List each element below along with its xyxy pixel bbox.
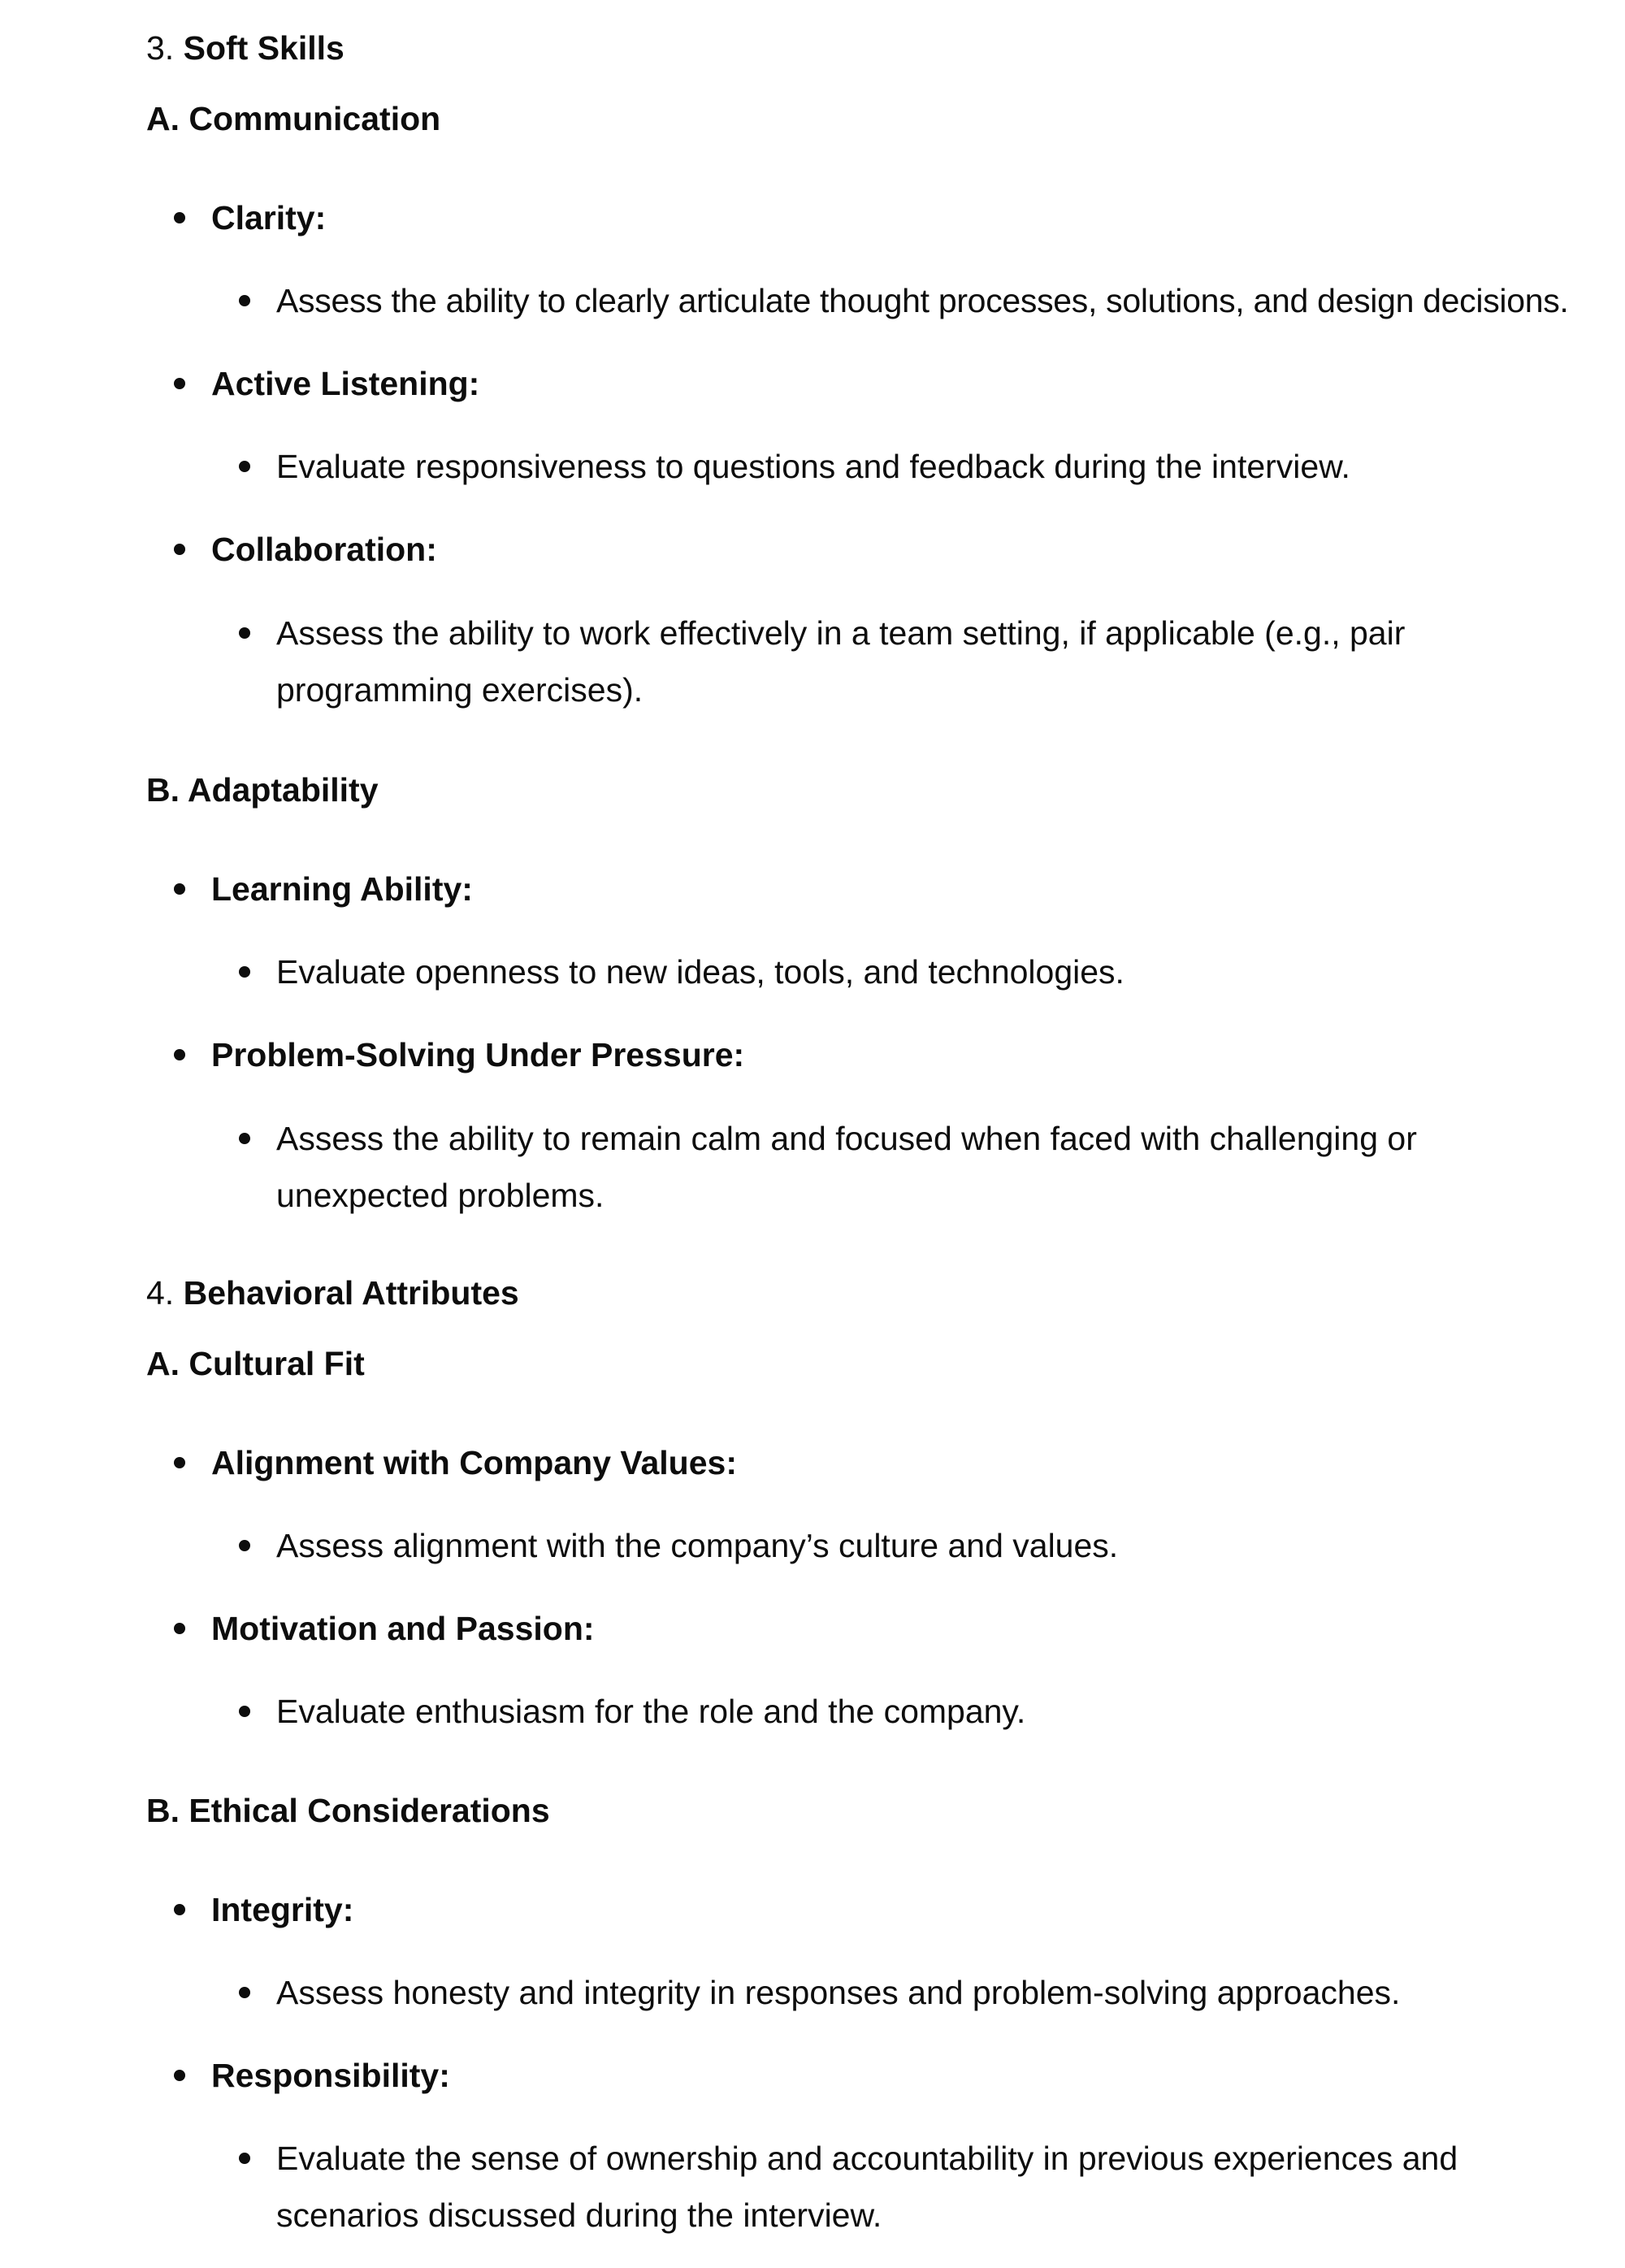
bullet-icon bbox=[239, 1987, 250, 1998]
item-detail: Evaluate responsiveness to questions and feedback during the interview. bbox=[276, 448, 1350, 485]
section-number: 3. bbox=[146, 29, 175, 67]
list-item bbox=[211, 1881, 353, 1938]
bullet-icon bbox=[239, 966, 250, 978]
list-item bbox=[211, 355, 479, 412]
item-label: Active Listening: bbox=[211, 365, 480, 402]
item-detail: Assess the ability to clearly articulate thought processes, solutions, and design decisions. bbox=[276, 282, 1569, 319]
subsection-heading: B. Ethical Considerations bbox=[146, 1792, 550, 1829]
bullet-icon bbox=[239, 2153, 250, 2164]
item-detail: Assess the ability to remain calm and focused when faced with challenging or unexpected problems. bbox=[276, 1120, 1417, 1214]
list-item-detail bbox=[276, 2130, 1495, 2244]
item-label: Responsibility: bbox=[211, 2057, 450, 2094]
item-detail: Evaluate openness to new ideas, tools, and technologies. bbox=[276, 953, 1124, 991]
bullet-icon bbox=[239, 295, 250, 306]
item-label: Problem-Solving Under Pressure: bbox=[211, 1036, 745, 1073]
list-item-detail bbox=[276, 1517, 1609, 1574]
bullet-icon bbox=[239, 461, 250, 472]
subsection-heading: A. Cultural Fit bbox=[146, 1345, 365, 1382]
bullet-icon bbox=[174, 2070, 185, 2081]
bullet-icon bbox=[174, 1623, 185, 1634]
list-item-detail bbox=[276, 438, 1609, 495]
list-item bbox=[211, 861, 473, 917]
item-label: Collaboration: bbox=[211, 531, 437, 568]
bullet-icon bbox=[174, 544, 185, 555]
item-detail: Evaluate the sense of ownership and accountability in previous experiences and scenarios discussed during the interview. bbox=[276, 2140, 1458, 2234]
section-heading bbox=[146, 20, 344, 76]
item-label: Motivation and Passion: bbox=[211, 1610, 595, 1647]
subsection-heading: B. Adaptability bbox=[146, 771, 379, 809]
bullet-icon bbox=[174, 1457, 185, 1468]
bullet-icon bbox=[239, 1133, 250, 1144]
bullet-icon bbox=[239, 1706, 250, 1717]
list-item-detail bbox=[276, 272, 1609, 329]
item-label: Learning Ability: bbox=[211, 870, 473, 908]
list-item bbox=[211, 521, 437, 578]
item-detail: Evaluate enthusiasm for the role and the company. bbox=[276, 1693, 1026, 1730]
list-item-detail bbox=[276, 943, 1609, 1000]
bullet-icon bbox=[174, 212, 185, 223]
list-item bbox=[211, 1026, 744, 1083]
section-title: Behavioral Attributes bbox=[183, 1274, 519, 1312]
item-label: Alignment with Company Values: bbox=[211, 1444, 737, 1481]
list-item-detail bbox=[276, 1110, 1446, 1224]
bullet-icon bbox=[174, 883, 185, 895]
bullet-icon bbox=[239, 1540, 250, 1551]
item-detail: Assess honesty and integrity in responses and problem-solving approaches. bbox=[276, 1974, 1401, 2011]
bullet-icon bbox=[174, 1049, 185, 1060]
item-detail: Assess the ability to work effectively in a team setting, if applicable (e.g., pair programming exercises). bbox=[276, 614, 1406, 709]
section-title: Soft Skills bbox=[183, 29, 344, 67]
list-item bbox=[211, 2047, 450, 2104]
section-heading bbox=[146, 1264, 519, 1321]
list-item bbox=[211, 1434, 737, 1491]
bullet-icon bbox=[174, 1904, 185, 1915]
bullet-icon bbox=[174, 378, 185, 389]
item-detail: Assess alignment with the company’s culture and values. bbox=[276, 1527, 1119, 1564]
bullet-icon bbox=[239, 627, 250, 639]
section-number: 4. bbox=[146, 1274, 175, 1312]
list-item-detail bbox=[276, 605, 1446, 718]
list-item bbox=[211, 189, 326, 246]
list-item-detail bbox=[276, 1683, 1609, 1740]
item-label: Integrity: bbox=[211, 1891, 354, 1928]
item-label: Clarity: bbox=[211, 199, 327, 236]
list-item bbox=[211, 1600, 595, 1657]
subsection-heading: A. Communication bbox=[146, 100, 441, 137]
list-item-detail bbox=[276, 1964, 1609, 2021]
